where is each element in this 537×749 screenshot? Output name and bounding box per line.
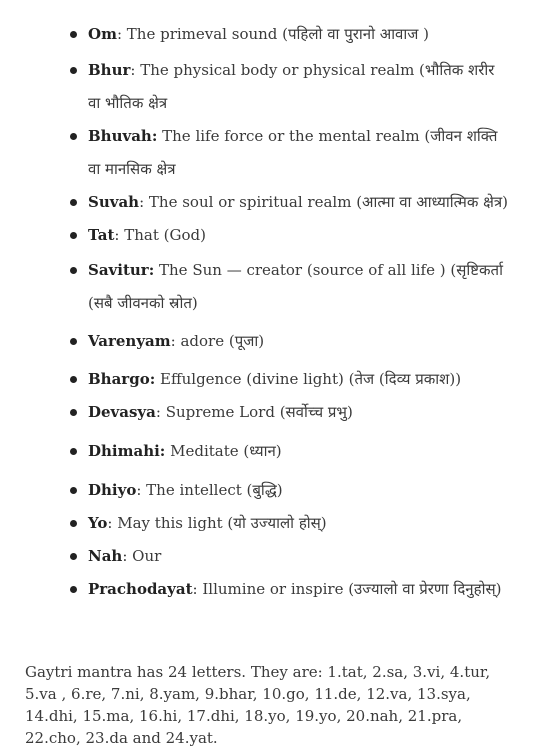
- item-term: Bhur: [88, 61, 131, 79]
- item-sep: :: [136, 481, 142, 499]
- list-item: [88, 254, 508, 320]
- item-text: Our: [127, 547, 162, 565]
- bullet-icon: [70, 267, 77, 274]
- list-item: [88, 18, 508, 51]
- item-term: Savitur:: [88, 261, 155, 279]
- list-item: [88, 186, 508, 219]
- item-text: The soul or spiritual realm (आत्मा वा आध्यात्मिक क्षेत्र): [144, 193, 509, 211]
- list-item: [88, 219, 508, 252]
- item-text: The Sun — creator (source of all life ) (सृष्टिकर्ता (सबै जीवनको स्रोत): [88, 261, 503, 312]
- item-text: The intellect (बुद्धि): [141, 481, 283, 499]
- item-term: Nah: [88, 547, 123, 565]
- bullet-icon: [70, 133, 77, 140]
- item-text: That (God): [119, 226, 206, 244]
- list-item: [88, 120, 508, 186]
- list-item: [88, 474, 508, 507]
- item-sep: :: [116, 25, 123, 43]
- bullet-icon: [70, 520, 77, 527]
- item-text: Effulgence (divine light) (तेज (दिव्य प्रकाश)): [155, 370, 462, 388]
- item-text: The primeval sound (पहिलो वा पुरानो आवाज ): [122, 25, 430, 43]
- item-sep: :: [122, 547, 128, 565]
- bullet-icon: [70, 199, 77, 206]
- item-text: Illumine or inspire (उज्यालो वा प्रेरणा दिनुहोस्): [197, 580, 502, 598]
- item-text: Supreme Lord (सर्वोच्च प्रभु): [160, 403, 353, 421]
- list-item: [88, 573, 508, 606]
- list-item: [88, 325, 508, 358]
- item-term: Prachodayat: [88, 580, 193, 598]
- list-item: [88, 435, 508, 468]
- item-term: Varenyam: [88, 332, 171, 350]
- bullet-icon: [70, 409, 77, 416]
- item-term: Bhuvah:: [88, 127, 158, 145]
- item-sep: :: [114, 226, 120, 244]
- letters-paragraph: Gaytri mantra has 24 letters. They are: 1.tat, 2.sa, 3.vi, 4.tur, 5.va , 6.re, 7.ni, 8.yam, 9.bhar, 10.go, 11.de, 12.va, 13.sya, 14.dhi, 15.ma, 16.hi, 17.dhi, 18.yo, 19.yo, 20.nah, 21.pra, 22.cho, 23.da and 24.yat.: [25, 663, 491, 747]
- item-term: Devasya: [88, 403, 156, 421]
- bullet-icon: [70, 67, 77, 74]
- bullet-icon: [70, 553, 77, 560]
- bullet-icon: [70, 31, 77, 38]
- item-sep: :: [130, 61, 136, 79]
- item-text: adore (पूजा): [175, 332, 265, 350]
- item-term: Dhimahi:: [88, 442, 166, 460]
- item-sep: :: [170, 332, 176, 350]
- list-item: [88, 363, 508, 396]
- item-text: The physical body or physical realm (भौतिक शरीर वा भौतिक क्षेत्र: [88, 61, 495, 112]
- item-term: Yo: [88, 514, 108, 532]
- item-sep: :: [155, 403, 161, 421]
- list-item: [88, 54, 508, 120]
- bullet-icon: [70, 487, 77, 494]
- bullet-icon: [70, 448, 77, 455]
- item-term: Om: [88, 25, 117, 43]
- item-text: Meditate (ध्यान): [165, 442, 282, 460]
- mantra-word-list: [88, 18, 508, 606]
- item-text: May this light (यो उज्यालो होस्): [112, 514, 327, 532]
- list-item: [88, 396, 508, 429]
- list-item: [88, 507, 508, 540]
- item-sep: :: [192, 580, 198, 598]
- item-sep: :: [107, 514, 113, 532]
- item-term: Suvah: [88, 193, 140, 211]
- bullet-icon: [70, 232, 77, 239]
- item-term: Tat: [88, 226, 115, 244]
- item-text: The life force or the mental realm (जीवन शक्ति वा मानसिक क्षेत्र: [88, 127, 498, 178]
- item-term: Bhargo:: [88, 370, 156, 388]
- item-term: Dhiyo: [88, 481, 137, 499]
- item-sep: :: [139, 193, 145, 211]
- bullet-icon: [70, 586, 77, 593]
- list-item: [88, 540, 508, 573]
- bullet-icon: [70, 376, 77, 383]
- bullet-icon: [70, 338, 77, 345]
